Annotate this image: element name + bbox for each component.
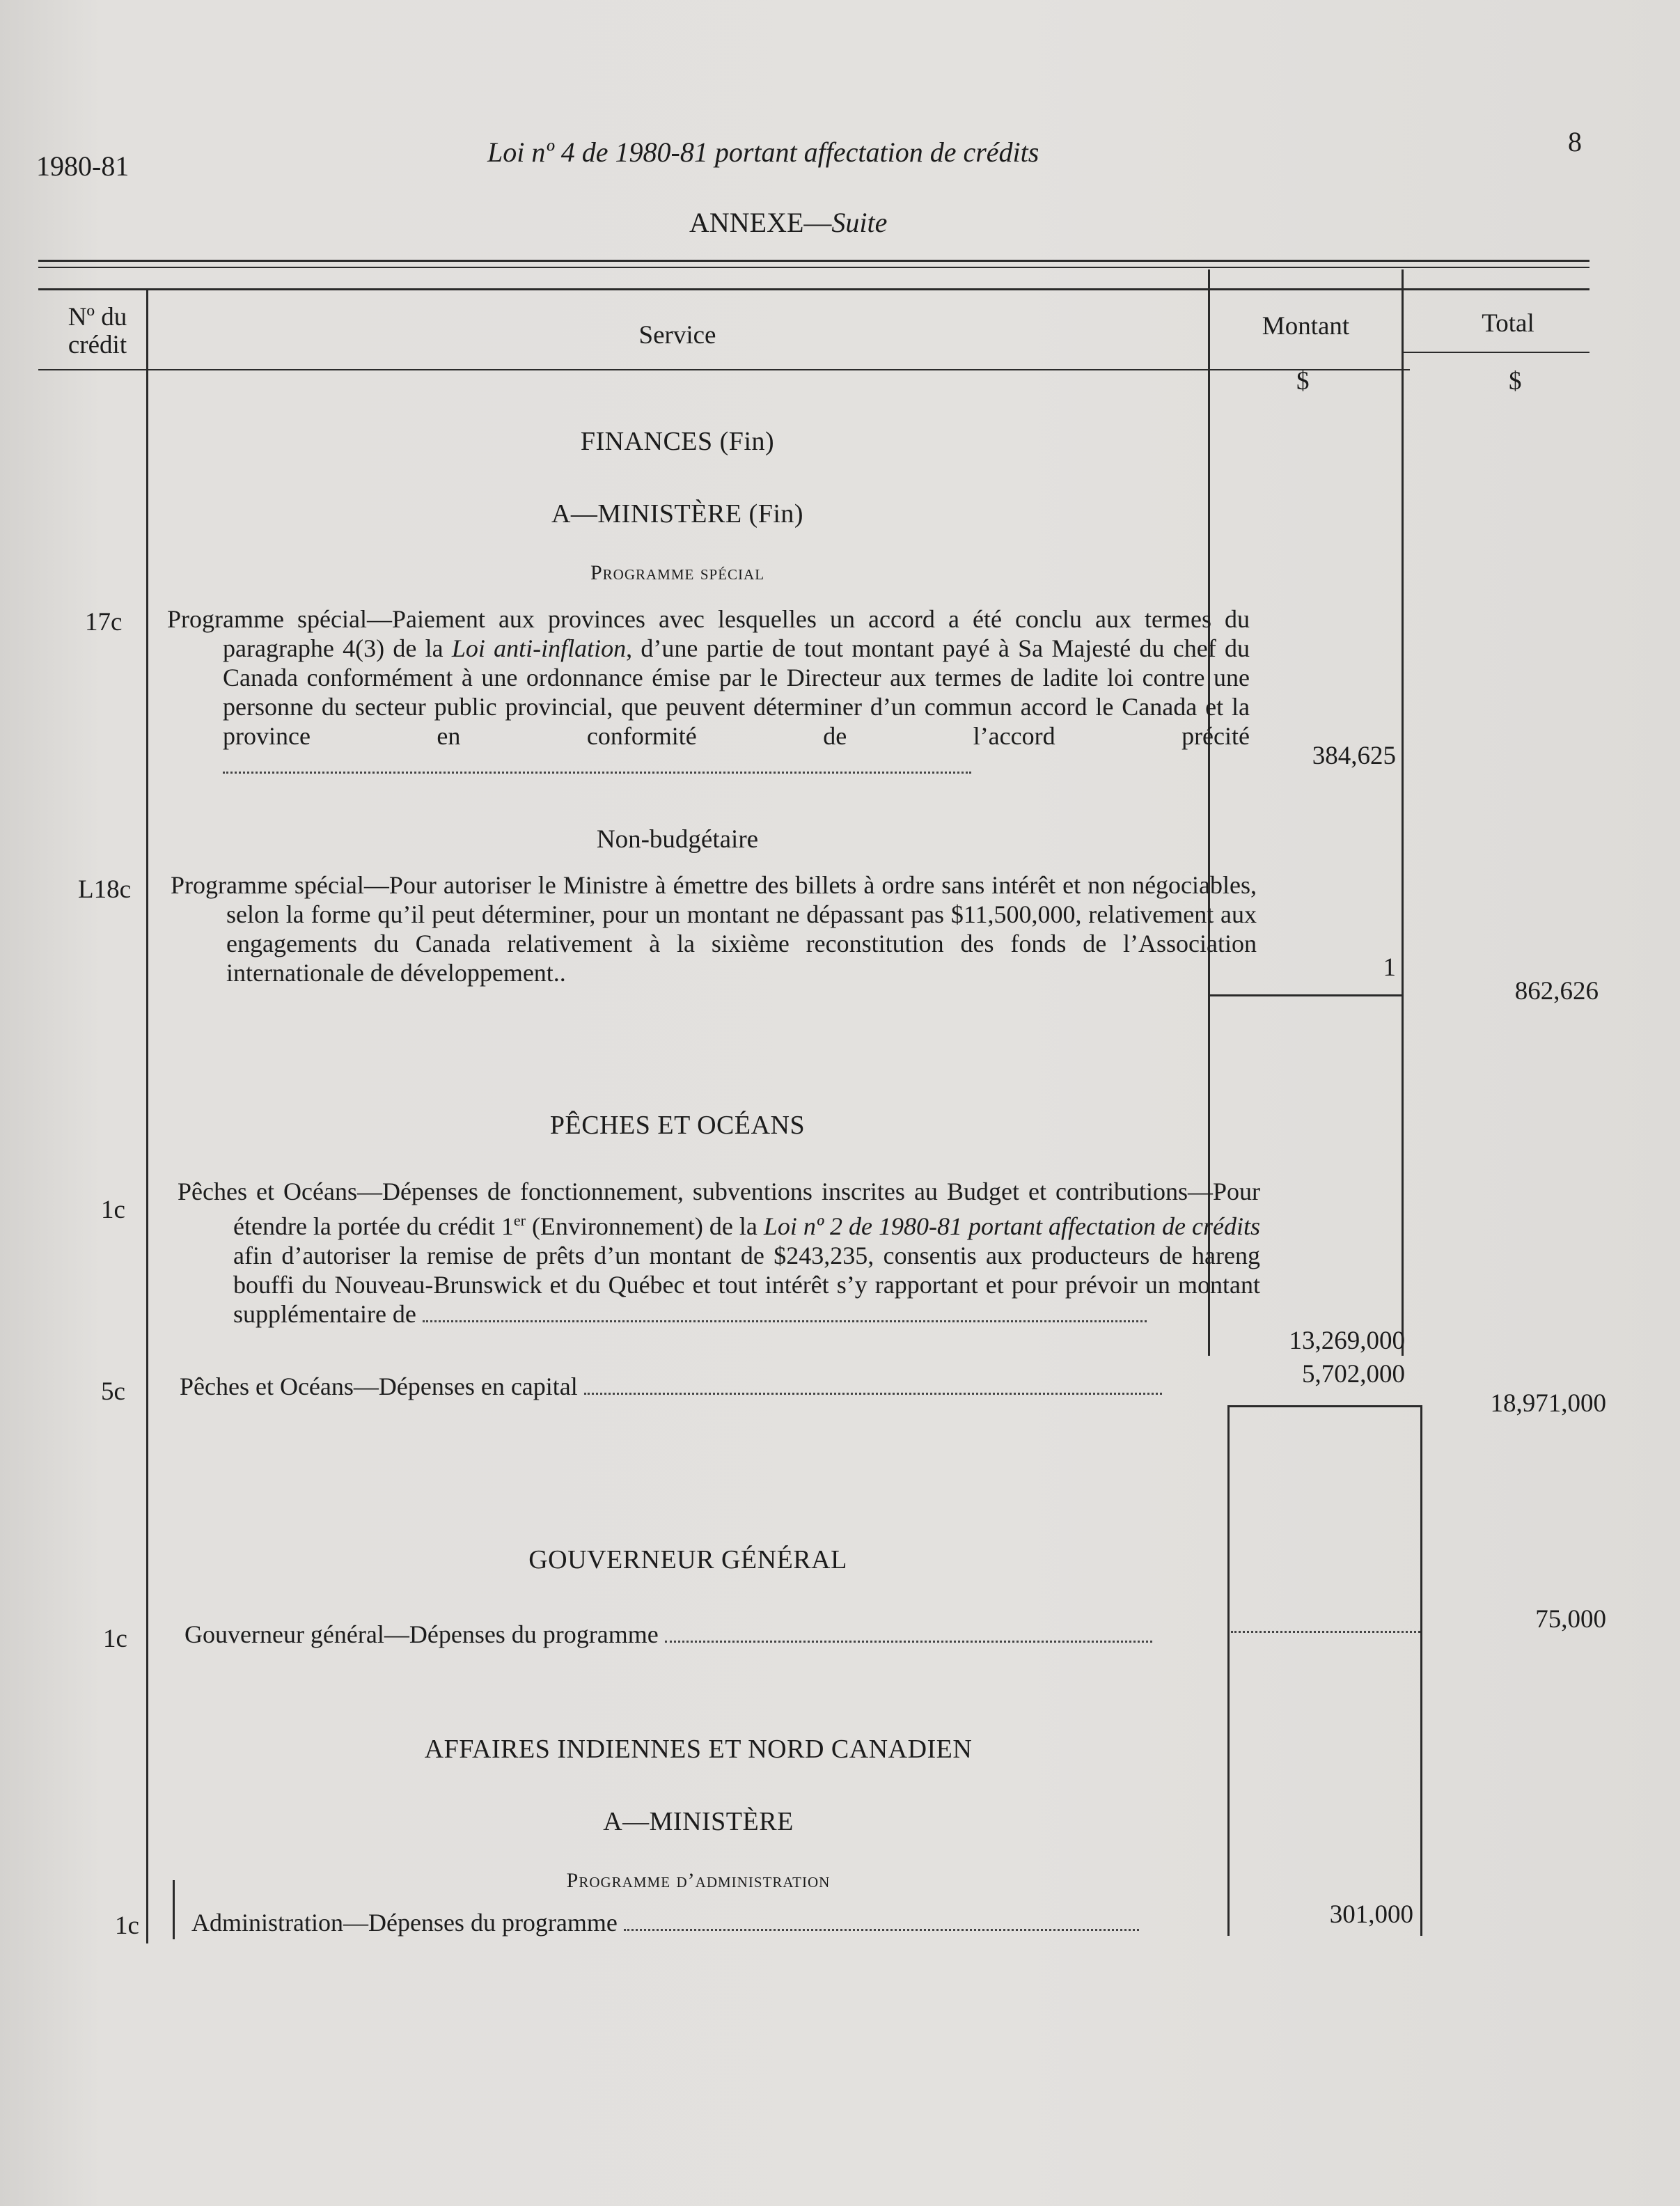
vote-number: 17c — [85, 608, 123, 636]
vote-description: Programme spécial—Pour autoriser le Ministre à émettre des billets à ordre sans intérêt et non négociables, selon la forme qu’il peut déterminer, pour un montant ne dépassant pas $11,500,000, relativement aux engagements du Canada relativement à la sixième reconstitution des fonds de l’Association internationale de développement.. — [171, 871, 1257, 987]
act-title: Loi nº 4 de 1980-81 portant affectation de crédits — [487, 136, 1039, 168]
total-head-rule — [1403, 352, 1589, 353]
section-finances: FINANCES (Fin) — [580, 427, 775, 456]
vote-description: Pêches et Océans—Dépenses en capital — [180, 1372, 1203, 1401]
dot-leader — [665, 1634, 1152, 1643]
amount-unit: $ — [1296, 367, 1310, 396]
total-unit: $ — [1509, 367, 1522, 396]
service-header: Service — [638, 321, 716, 350]
section-indian-affairs: AFFAIRES INDIENNES ET NORD CANADIEN — [424, 1735, 973, 1764]
header-bottom-rule — [38, 369, 1410, 370]
dot-leader — [423, 1313, 1147, 1322]
schedule-title: ANNEXE—Suite — [689, 207, 888, 238]
vote-number: L18c — [78, 875, 132, 904]
vote-col-rule-lower — [173, 1880, 175, 1939]
vote-number: 1c — [115, 1911, 139, 1940]
section-fisheries: PÊCHES ET OCÉANS — [549, 1111, 806, 1140]
section-governor-general: GOUVERNEUR GÉNÉRAL — [528, 1545, 847, 1574]
top-rule-2 — [38, 267, 1589, 268]
header-year: 1980-81 — [36, 150, 129, 182]
amount-value: 13,269,000 — [1289, 1327, 1405, 1355]
vote-description: Administration—Dépenses du programme — [191, 1908, 1215, 1937]
total-value: 18,971,000 — [1490, 1389, 1606, 1418]
amount-value: 5,702,000 — [1302, 1360, 1405, 1388]
total-value: 862,626 — [1514, 977, 1599, 1006]
amount-col-left-rule-lower — [1227, 1407, 1230, 1936]
top-rule-3 — [38, 288, 1589, 290]
top-rule-1 — [38, 260, 1589, 262]
vote-number: 5c — [101, 1377, 125, 1406]
dot-leader — [223, 765, 971, 774]
subtotal-rule — [1209, 994, 1403, 996]
vote-number: 1c — [101, 1196, 125, 1224]
section-finances-dept: A—MINISTÈRE (Fin) — [551, 499, 804, 529]
vote-description: Pêches et Océans—Dépenses de fonctionnement, subventions inscrites au Budget et contributions—Pour étendre la portée du crédit 1er (Environnement) de la Loi nº 2 de 1980-81 portant affectation de crédits afin d’autoriser la remise de prêts d’un montant de $243,235, consentis aux producteurs de hareng bouffi du Nouveau-Brunswick et du Québec et tout intérêt s’y rapportant et pour prévoir un montant supplémentaire de — [178, 1178, 1260, 1328]
vote-description: Programme spécial—Paiement aux provinces avec lesquelles un accord a été conclu aux termes du paragraphe 4(3) de la Loi anti-inflation, d’une partie de tout montant payé à Sa Majesté du chef du Canada conformément à une ordonnance émise par le Directeur aux termes de ladite loi contre une personne du secteur public provincial, que peuvent déterminer d’un commun accord le Canada et la province en conformité de l’accord précité — [167, 604, 1250, 780]
vote-number: 1c — [103, 1625, 127, 1653]
amount-dot-leader — [1231, 1631, 1420, 1633]
amount-value: 1 — [1383, 953, 1396, 982]
dot-leader — [584, 1386, 1162, 1395]
amount-value: 384,625 — [1312, 742, 1396, 770]
special-program-heading: Programme spécial — [590, 561, 765, 584]
vote-number-header: Nº du crédit — [68, 303, 127, 359]
total-value: 75,000 — [1535, 1605, 1606, 1634]
total-header: Total — [1482, 309, 1534, 338]
admin-program-heading: Programme d’administration — [566, 1869, 831, 1892]
subtotal-rule — [1227, 1405, 1422, 1407]
amount-value: 301,000 — [1329, 1900, 1413, 1929]
vote-description: Gouverneur général—Dépenses du programme — [185, 1620, 1215, 1649]
dot-leader — [624, 1922, 1139, 1931]
non-budgetary-heading: Non-budgétaire — [596, 825, 759, 854]
amount-col-right-rule — [1402, 269, 1404, 1356]
section-indian-dept: A—MINISTÈRE — [603, 1807, 794, 1836]
amount-col-right-rule-lower — [1420, 1407, 1422, 1936]
page-number: 8 — [1568, 126, 1582, 157]
amount-header: Montant — [1262, 312, 1350, 341]
